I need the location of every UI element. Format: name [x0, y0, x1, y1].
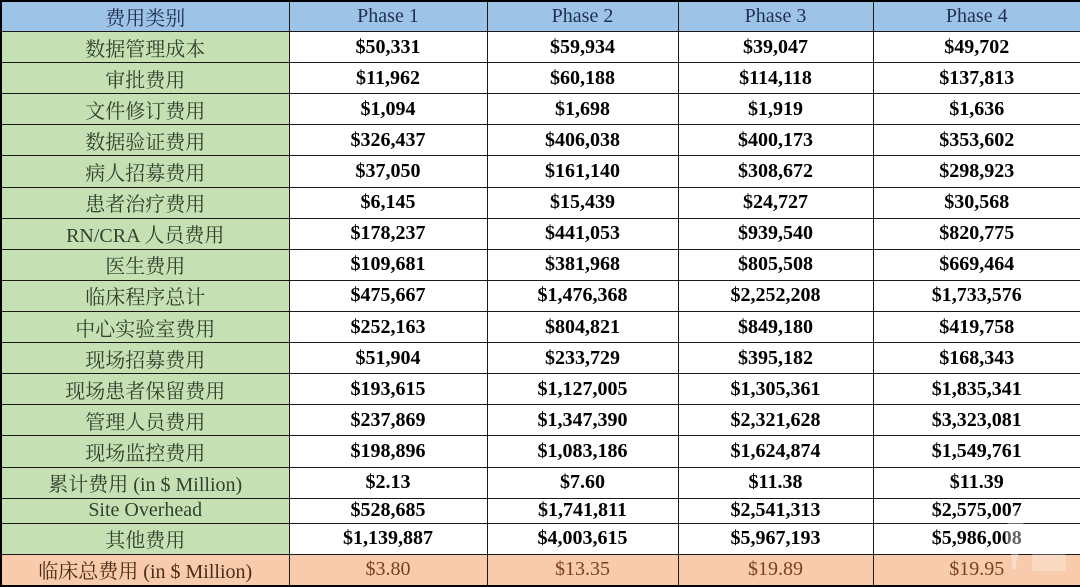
- table-row: [1, 125, 1080, 156]
- table-row: [1, 498, 1080, 523]
- value-cell: $381,968: [487, 249, 678, 280]
- value-cell: $406,038: [487, 125, 678, 156]
- value-cell: $849,180: [678, 311, 873, 342]
- value-cell: $2,321,628: [678, 405, 873, 436]
- table-body: [1, 32, 1080, 587]
- value-cell: $1,741,811: [487, 498, 678, 523]
- value-cell: $1,919: [678, 94, 873, 125]
- value-cell: $1,305,361: [678, 374, 873, 405]
- value-cell: $11.39: [873, 467, 1080, 498]
- header-cell-category: 费用类别: [1, 1, 289, 32]
- value-cell: $2.13: [289, 467, 487, 498]
- row-label: 文件修订费用: [1, 94, 289, 125]
- value-cell: $2,575,007: [873, 498, 1080, 523]
- value-cell: $820,775: [873, 218, 1080, 249]
- value-cell: $37,050: [289, 156, 487, 187]
- row-label: 现场招募费用: [1, 343, 289, 374]
- value-cell: $326,437: [289, 125, 487, 156]
- value-cell: $528,685: [289, 498, 487, 523]
- value-cell: $804,821: [487, 311, 678, 342]
- value-cell: $178,237: [289, 218, 487, 249]
- value-cell: $1,624,874: [678, 436, 873, 467]
- row-label: 数据管理成本: [1, 32, 289, 63]
- value-cell: $168,343: [873, 343, 1080, 374]
- value-cell: $233,729: [487, 343, 678, 374]
- row-label: 审批费用: [1, 63, 289, 94]
- value-cell: $193,615: [289, 374, 487, 405]
- value-cell: $2,541,313: [678, 498, 873, 523]
- value-cell: $1,549,761: [873, 436, 1080, 467]
- value-cell: $252,163: [289, 311, 487, 342]
- value-cell: $39,047: [678, 32, 873, 63]
- row-label: 数据验证费用: [1, 125, 289, 156]
- value-cell: $308,672: [678, 156, 873, 187]
- value-cell: $395,182: [678, 343, 873, 374]
- row-label: 中心实验室费用: [1, 311, 289, 342]
- value-cell: $3,323,081: [873, 405, 1080, 436]
- table-row: [1, 405, 1080, 436]
- value-cell: $419,758: [873, 311, 1080, 342]
- table-row: [1, 311, 1080, 342]
- value-cell: $1,083,186: [487, 436, 678, 467]
- value-cell: $7.60: [487, 467, 678, 498]
- row-label: Site Overhead: [1, 498, 289, 523]
- value-cell: $2,252,208: [678, 280, 873, 311]
- row-label: 临床总费用 (in $ Million): [1, 554, 289, 586]
- row-label: 患者治疗费用: [1, 187, 289, 218]
- value-cell: $1,347,390: [487, 405, 678, 436]
- value-cell: $939,540: [678, 218, 873, 249]
- header-cell-phase-3: Phase 3: [678, 1, 873, 32]
- table-row: [1, 218, 1080, 249]
- row-label: 现场监控费用: [1, 436, 289, 467]
- value-cell: $30,568: [873, 187, 1080, 218]
- value-cell: $114,118: [678, 63, 873, 94]
- value-cell: $11,962: [289, 63, 487, 94]
- value-cell: $1,094: [289, 94, 487, 125]
- value-cell: $198,896: [289, 436, 487, 467]
- row-label: 医生费用: [1, 249, 289, 280]
- value-cell: $24,727: [678, 187, 873, 218]
- value-cell: $6,145: [289, 187, 487, 218]
- table-row: [1, 374, 1080, 405]
- row-label: 现场患者保留费用: [1, 374, 289, 405]
- row-label: 累计费用 (in $ Million): [1, 467, 289, 498]
- value-cell: $13.35: [487, 554, 678, 586]
- table-row: [1, 436, 1080, 467]
- table-row: [1, 187, 1080, 218]
- value-cell: $805,508: [678, 249, 873, 280]
- table-row: [1, 156, 1080, 187]
- value-cell: $1,127,005: [487, 374, 678, 405]
- value-cell: $19.95: [873, 554, 1080, 586]
- value-cell: $1,476,368: [487, 280, 678, 311]
- value-cell: $109,681: [289, 249, 487, 280]
- value-cell: $669,464: [873, 249, 1080, 280]
- row-label: 临床程序总计: [1, 280, 289, 311]
- value-cell: $5,967,193: [678, 523, 873, 554]
- value-cell: $137,813: [873, 63, 1080, 94]
- value-cell: $161,140: [487, 156, 678, 187]
- value-cell: $1,698: [487, 94, 678, 125]
- value-cell: $59,934: [487, 32, 678, 63]
- value-cell: $4,003,615: [487, 523, 678, 554]
- value-cell: $298,923: [873, 156, 1080, 187]
- table-row: [1, 343, 1080, 374]
- value-cell: $1,139,887: [289, 523, 487, 554]
- header-cell-phase-4: Phase 4: [873, 1, 1080, 32]
- value-cell: $15,439: [487, 187, 678, 218]
- value-cell: $1,835,341: [873, 374, 1080, 405]
- value-cell: $49,702: [873, 32, 1080, 63]
- row-label: 其他费用: [1, 523, 289, 554]
- value-cell: $237,869: [289, 405, 487, 436]
- table-header-row: [1, 1, 1080, 32]
- total-row: [1, 554, 1080, 586]
- table-row: [1, 467, 1080, 498]
- header-cell-phase-1: Phase 1: [289, 1, 487, 32]
- row-label: 病人招募费用: [1, 156, 289, 187]
- value-cell: $441,053: [487, 218, 678, 249]
- table-row: [1, 94, 1080, 125]
- table-row: [1, 32, 1080, 63]
- value-cell: $11.38: [678, 467, 873, 498]
- table-row: [1, 523, 1080, 554]
- value-cell: $353,602: [873, 125, 1080, 156]
- value-cell: $51,904: [289, 343, 487, 374]
- value-cell: $19.89: [678, 554, 873, 586]
- value-cell: $400,173: [678, 125, 873, 156]
- table-row: [1, 249, 1080, 280]
- value-cell: $50,331: [289, 32, 487, 63]
- table-row: [1, 280, 1080, 311]
- value-cell: $60,188: [487, 63, 678, 94]
- header-cell-phase-2: Phase 2: [487, 1, 678, 32]
- row-label: RN/CRA 人员费用: [1, 218, 289, 249]
- table-row: [1, 63, 1080, 94]
- value-cell: $475,667: [289, 280, 487, 311]
- value-cell: $1,636: [873, 94, 1080, 125]
- row-label: 管理人员费用: [1, 405, 289, 436]
- value-cell: $3.80: [289, 554, 487, 586]
- value-cell: $5,986,008: [873, 523, 1080, 554]
- value-cell: $1,733,576: [873, 280, 1080, 311]
